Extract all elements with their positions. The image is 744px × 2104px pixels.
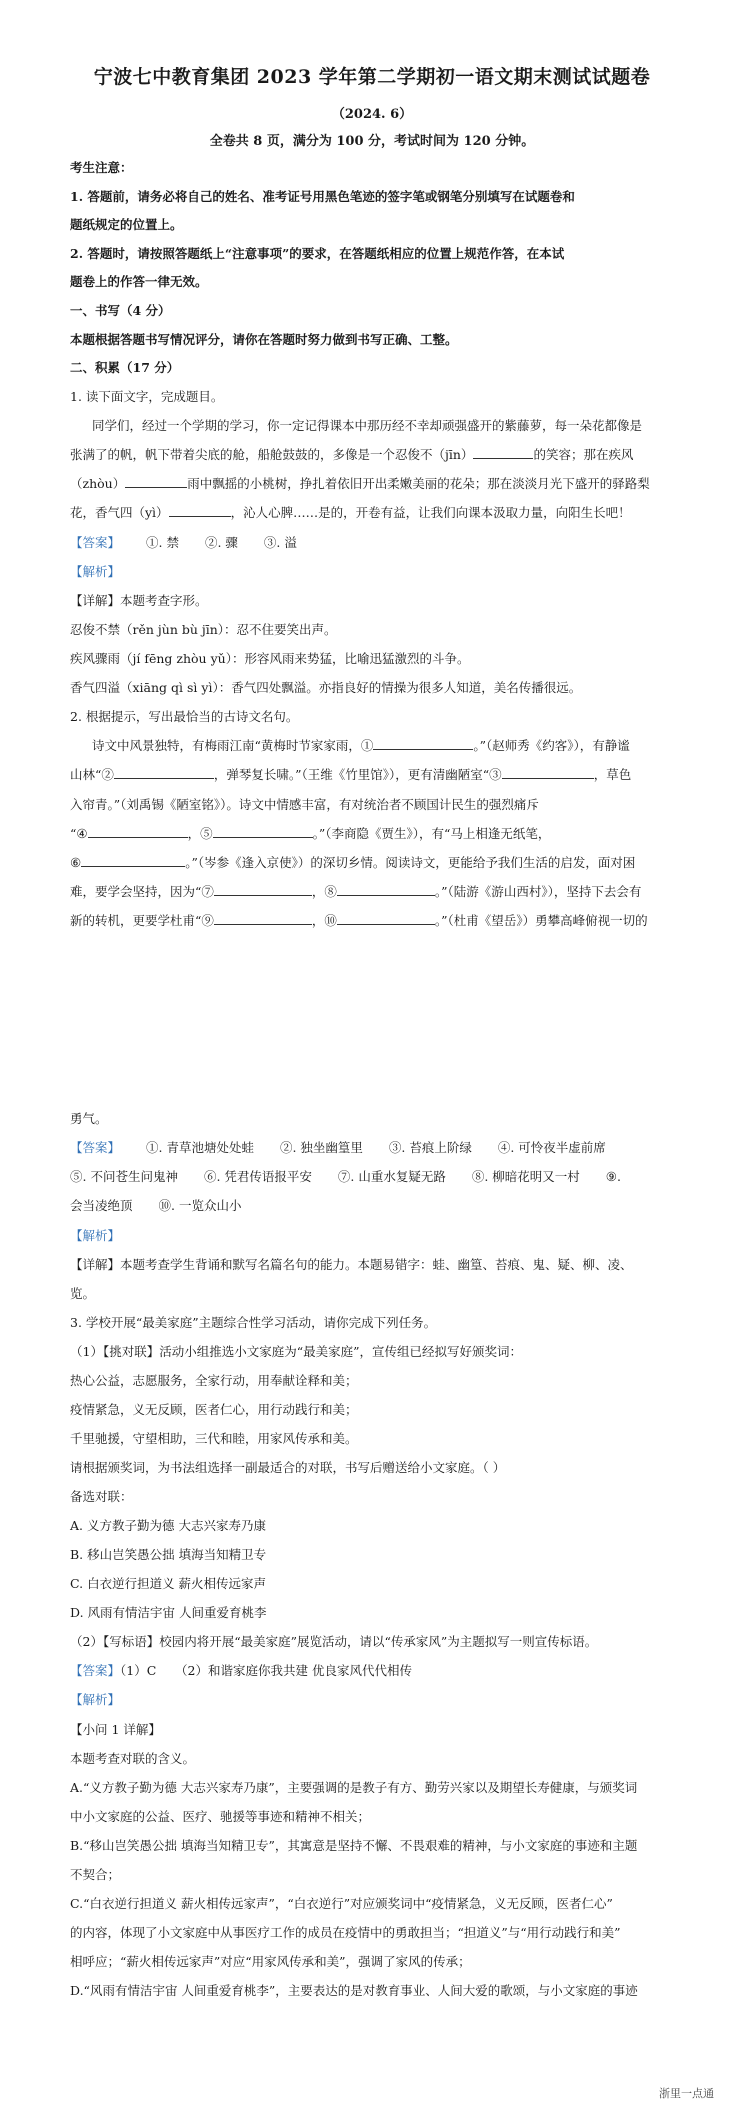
blank-q2-9[interactable]: [214, 911, 312, 925]
q1-detail: 【详解】本题考查字形。: [70, 593, 208, 608]
q3-options-heading: 备选对联：: [70, 1489, 133, 1504]
q2-detail-2: 览。: [70, 1286, 96, 1301]
blank-q2-6[interactable]: [81, 853, 185, 867]
q1-paragraph-2: 张满了的帆，帆下带着尖底的舱，船舱鼓鼓的，多像是一个忍俊不（jīn） 的笑容；那在疾风: [70, 447, 634, 462]
blank-q2-8[interactable]: [337, 882, 435, 896]
q3-option-a: A. 义方教子勤为德 大志兴家寿乃康: [70, 1518, 266, 1533]
q1-stem: 1. 读下面文字，完成题目。: [70, 389, 224, 404]
q3-analysis-a-2: 中小文家庭的公益、医疗、驰援等事迹和精神不相关；: [70, 1809, 371, 1824]
notice-item-1a: 1. 答题前，请务必将自己的姓名、准考证号用黑色笔迹的签字笔或钢笔分别填写在试题卷和: [70, 189, 575, 204]
q2-line-3: 入帘青。”（刘禹锡《陋室铭》）。诗文中情感丰富，有对统治者不顾国计民生的强烈痛斥: [70, 797, 539, 812]
q3-citation-3: 千里驰援，守望相助，三代和睦，用家风传承和美。: [70, 1431, 358, 1446]
q3-analysis-b-2: 不契合；: [70, 1867, 121, 1882]
blank-q2-5[interactable]: [213, 824, 313, 838]
q3-task-2: （2）【写标语】校园内将开展“最美家庭”展览活动，请以“传承家风”为主题拟写一则宣传标语。: [70, 1634, 598, 1649]
section1-desc: 本题根据答题书写情况评分，请你在答题时努力做到书写正确、工整。: [70, 332, 458, 347]
blank-q2-7[interactable]: [214, 882, 312, 896]
q3-citation-2: 疫情紧急，义无反顾，医者仁心，用行动践行和美；: [70, 1402, 358, 1417]
q1-explain-1: 忍俊不禁（rěn jùn bù jīn）：忍不住要笑出声。: [70, 622, 337, 637]
q3-task-1: （1）【挑对联】活动小组推选小文家庭为“最美家庭”，宣传组已经拟写好颁奖词：: [70, 1344, 522, 1359]
q3-option-b: B. 移山岂笑愚公拙 填海当知精卫专: [70, 1547, 267, 1562]
blank-q2-1[interactable]: [373, 736, 473, 750]
blank-q2-10[interactable]: [337, 911, 435, 925]
blank-3[interactable]: [169, 503, 231, 517]
q2-answer-row-1: 【答案】 ①. 青草池塘处处蛙 ②. 独坐幽篁里 ③. 苔痕上阶绿 ④. 可怜夜半虚前席: [70, 1140, 606, 1155]
blank-1[interactable]: [473, 445, 533, 459]
q2-answer-row-2: ⑤. 不问苍生问鬼神 ⑥. 凭君传语报平安 ⑦. 山重水复疑无路 ⑧. 柳暗花明又一村 ⑨.: [70, 1169, 621, 1184]
exam-meta: 全卷共 8 页，满分为 100 分，考试时间为 120 分钟。: [209, 134, 535, 149]
q3-citation-1: 热心公益，志愿服务，全家行动，用奉献诠释和美；: [70, 1373, 358, 1388]
q2-line-7: 新的转机，更要学杜甫“⑨ ，⑩ 。”（杜甫《望岳》）勇攀高峰俯视一切的: [70, 913, 648, 928]
q3-option-c: C. 白衣逆行担道义 薪火相传远家声: [70, 1576, 267, 1591]
q3-analysis-c-2: 的内容，体现了小文家庭中从事医疗工作的成员在疫情中的勇敢担当；“担道义”与“用行动践行和美”: [70, 1925, 621, 1940]
q1-explain-3: 香气四溢（xiāng qì sì yì）：香气四处飘溢。亦指良好的情操为很多人知道，美名传播很远。: [70, 680, 582, 695]
q3-ask: 请根据颁奖词，为书法组选择一副最适合的对联，书写后赠送给小文家庭。（ ）: [70, 1460, 506, 1475]
q3-analysis-tag: 【解析】: [70, 1692, 121, 1707]
q1-explain-2: 疾风骤雨（jí fēng zhòu yǔ）：形容风雨来势猛，比喻迅猛激烈的斗争。: [70, 651, 470, 666]
q1-answer: 【答案】 ①. 禁 ②. 骤 ③. 溢: [70, 535, 297, 550]
q3-option-d: D. 风雨有情洁宇宙 人间重爱育桃李: [70, 1605, 267, 1620]
q2-line-4: “④ ，⑤ 。”（李商隐《贾生》），有“马上相逢无纸笔，: [70, 826, 551, 841]
section2-heading: 二、积累（17 分）: [70, 360, 180, 375]
q3-answer: 【答案】（1）C （2）和谐家庭你我共建 优良家风代代相传: [70, 1663, 412, 1678]
q3-sub-1: 【小问 1 详解】: [70, 1722, 161, 1737]
blank-q2-3[interactable]: [502, 765, 594, 779]
q1-analysis-tag: 【解析】: [70, 564, 121, 579]
q2-line-5: ⑥ 。”（岑参《逢入京使》）的深切乡情。阅读诗文，更能给予我们生活的启发，面对困: [70, 855, 636, 870]
blank-2[interactable]: [125, 474, 187, 488]
q3-analysis-d-1: D.“风雨有情洁宇宙 人间重爱育桃李”，主要表达的是对教育事业、人间大爱的歌颂，与小文家庭的事迹: [70, 1983, 638, 1998]
q3-stem: 3. 学校开展“最美家庭”主题综合性学习活动，请你完成下列任务。: [70, 1315, 437, 1330]
q3-analysis-a-1: A.“义方教子勤为德 大志兴家寿乃康”，主要强调的是教子有方、勤劳兴家以及期望长寿健康，与颁奖词: [70, 1780, 638, 1795]
q2-analysis-tag: 【解析】: [70, 1228, 121, 1243]
exam-title: 宁波七中教育集团 2023 学年第二学期初一语文期末测试试题卷: [93, 66, 651, 88]
notice-item-2b: 题卷上的作答一律无效。: [70, 274, 208, 289]
blank-q2-4[interactable]: [88, 824, 188, 838]
q3-analysis-c-1: C.“白衣逆行担道义 薪火相传远家声”，“白衣逆行”对应颁奖词中“疫情紧急，义无反顾，医者仁心”: [70, 1896, 613, 1911]
q3-analysis-c-3: 相呼应；“薪火相传远家声”对应“用家风传承和美”，强调了家风的传承；: [70, 1954, 471, 1969]
q3-analysis-b-1: B.“移山岂笑愚公拙 填海当知精卫专”，其寓意是坚持不懈、不畏艰难的精神，与小文家庭的事迹和主题: [70, 1838, 638, 1853]
exam-date: （2024. 6）: [331, 107, 413, 122]
footer-brand: 浙里一点通: [659, 2087, 714, 2100]
blank-q2-2[interactable]: [114, 765, 214, 779]
q2-answer-row-3: 会当凌绝顶 ⑩. 一览众山小: [70, 1198, 242, 1213]
q2-detail-1: 【详解】本题考查学生背诵和默写名篇名句的能力。本题易错字：蛙、幽篁、苔痕、鬼、疑、柳、凌、: [70, 1257, 633, 1272]
q2-stem: 2. 根据提示，写出最恰当的古诗文名句。: [70, 709, 299, 724]
q1-paragraph-1: 同学们，经过一个学期的学习，你一定记得课本中那历经不幸却顽强盛开的紫藤萝，每一朵花都像是: [92, 418, 643, 433]
q2-line-6: 难，要学会坚持，因为“⑦ ，⑧ 。”（陆游《游山西村》），坚持下去会有: [70, 884, 642, 899]
notice-item-2a: 2. 答题时，请按照答题纸上“注意事项”的要求，在答题纸相应的位置上规范作答，在本试: [70, 246, 565, 261]
q2-line-1: 诗文中风景独特，有梅雨江南“黄梅时节家家雨，① 。”（赵师秀《约客》），有静谧: [92, 738, 630, 753]
q1-paragraph-3: （zhòu） 雨中飘摇的小桃树，挣扎着依旧开出柔嫩美丽的花朵；那在淡淡月光下盛开的驿路梨: [70, 476, 650, 491]
notice-heading: 考生注意：: [70, 160, 133, 175]
notice-item-1b: 题纸规定的位置上。: [70, 217, 183, 232]
q1-paragraph-4: 花，香气四（yì） ，沁人心脾……是的，开卷有益，让我们向课本汲取力量，向阳生长吧！: [70, 505, 631, 520]
q2-line-2: 山林“② ，弹琴复长啸。”（王维《竹里馆》），更有清幽陋室“③ ，草色: [70, 767, 632, 782]
q3-intro: 本题考查对联的含义。: [70, 1751, 196, 1766]
section1-heading: 一、书写（4 分）: [70, 303, 171, 318]
q2-line-8: 勇气。: [70, 1111, 108, 1126]
